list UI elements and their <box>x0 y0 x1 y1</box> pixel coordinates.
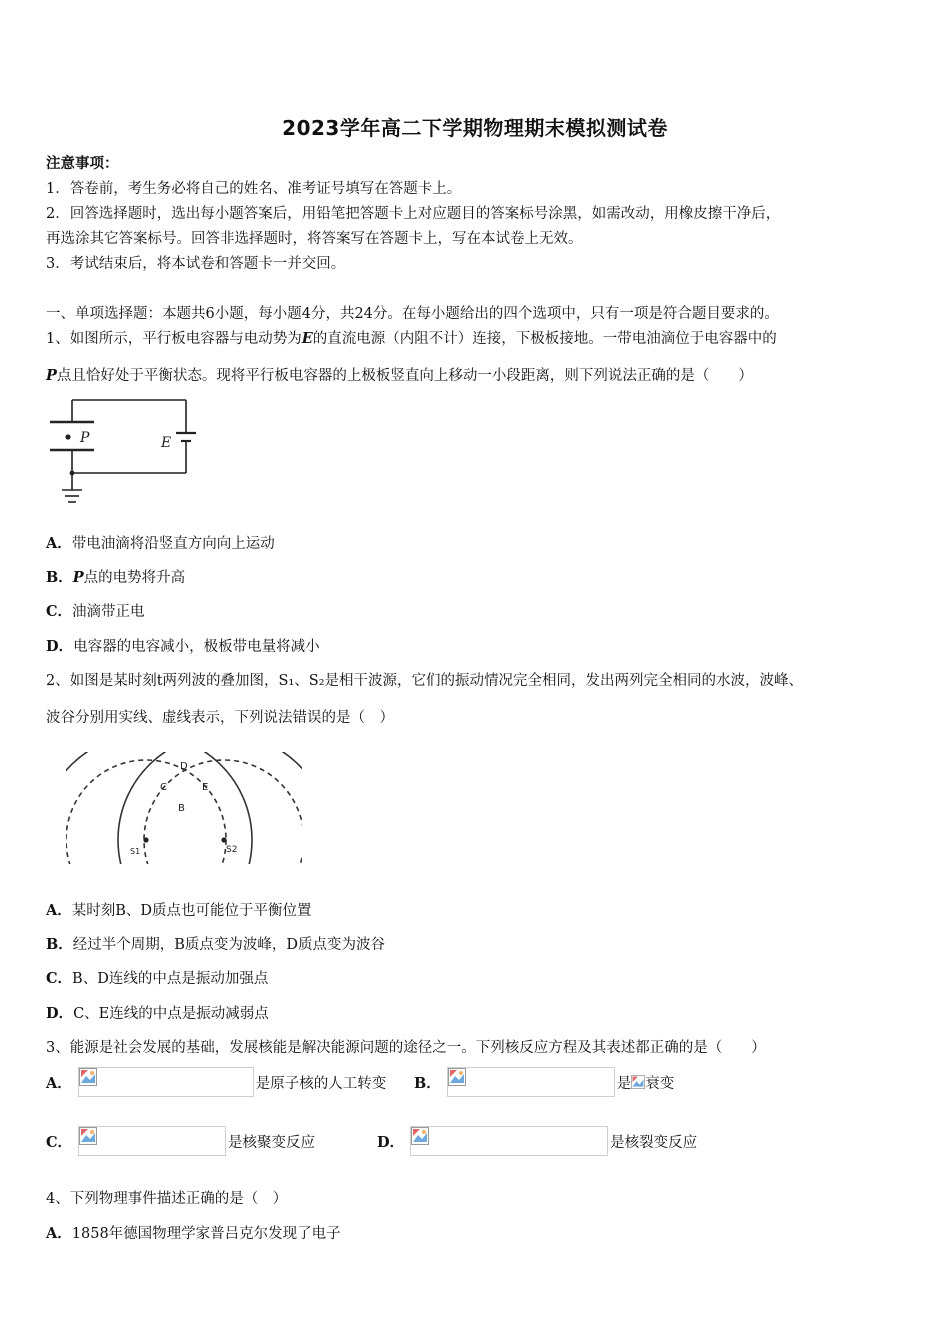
option-label: B． <box>414 1074 441 1092</box>
option-text: 某时刻B、D质点也可能位于平衡位置 <box>71 903 312 919</box>
notice-item: 3．考试结束后，将本试卷和答题卡一并交回。 <box>46 256 346 272</box>
q2-option-c <box>46 967 268 988</box>
equation-image-placeholder <box>410 1126 608 1156</box>
question-4-stem: 4、下列物理事件描述正确的是（ ） <box>46 1191 288 1207</box>
fig-label-P: P <box>80 430 90 446</box>
fig-label-C: C <box>160 782 167 793</box>
option-text: 是核裂变反应 <box>610 1134 698 1151</box>
option-label: D． <box>377 1133 405 1151</box>
fig-label-S2: S2 <box>226 845 238 855</box>
option-text: 油滴带正电 <box>72 604 145 620</box>
broken-image-icon <box>631 1075 645 1089</box>
broken-image-icon <box>79 1127 97 1145</box>
notice-item: 1．答卷前，考生务必将自己的姓名、准考证号填写在答题卡上。 <box>46 181 462 197</box>
option-label: C． <box>46 970 73 987</box>
option-text: C、E连线的中点是振动减弱点 <box>73 1006 269 1022</box>
q3-option-c <box>46 1126 315 1156</box>
q1-symbol-E: E <box>301 330 313 347</box>
option-label: A． <box>46 902 72 919</box>
source-s2-dot <box>221 837 226 842</box>
option-text-pre: 是 <box>616 1075 632 1092</box>
q1-option-b <box>46 566 185 587</box>
q1-option-d <box>46 635 320 656</box>
option-label: A． <box>46 1074 72 1092</box>
option-text: 经过半个周期，B质点变为波峰，D质点变为波谷 <box>72 937 386 953</box>
question-3-stem: 3、能源是社会发展的基础，发展核能是解决能源问题的途径之一。下列核反应方程及其表述都正确的是（ ） <box>46 1040 766 1056</box>
notice-heading: 注意事项： <box>46 155 119 172</box>
equation-image-placeholder <box>447 1067 615 1097</box>
fig-label-E: E <box>161 435 172 451</box>
option-label: C． <box>46 603 73 620</box>
equation-image-placeholder <box>78 1067 254 1097</box>
notice-item: 再选涂其它答案标号。回答非选择题时，将答案写在答题卡上，写在本试卷上无效。 <box>46 231 583 247</box>
q1-text: 的直流电源（内阻不计）连接，下极板接地。一带电油滴位于电容器中的 <box>312 331 777 347</box>
option-symbol: P <box>72 569 84 586</box>
option-text: 点的电势将升高 <box>83 570 186 586</box>
option-text: 是原子核的人工转变 <box>255 1075 387 1092</box>
q1-option-c <box>46 600 145 621</box>
q2-option-d <box>46 1002 269 1023</box>
source-s1-dot <box>143 837 148 842</box>
equation-image-placeholder <box>78 1126 226 1156</box>
page-title: 2023学年高二下学期物理期末模拟测试卷 <box>282 116 668 140</box>
option-label: D． <box>46 1005 74 1022</box>
q4-option-a <box>46 1222 341 1243</box>
option-text: 衰变 <box>645 1075 675 1092</box>
broken-image-icon <box>448 1068 466 1086</box>
option-text: 带电油滴将沿竖直方向向上运动 <box>71 536 275 552</box>
option-label: A． <box>46 535 72 552</box>
question-2-stem-line1: 2、如图是某时刻t两列波的叠加图，S₁、S₂是相干波源，它们的振动情况完全相同，发出两列完全相同的水波，波峰、 <box>46 673 804 689</box>
broken-image-icon <box>411 1127 429 1145</box>
q3-option-d <box>377 1126 697 1156</box>
question-1-stem-line1 <box>46 327 777 348</box>
option-label: A． <box>46 1225 72 1242</box>
q1-symbol-P: P <box>46 367 57 384</box>
q1-text: 1、如图所示，平行板电容器与电动势为 <box>46 331 302 347</box>
question-1-stem-line2 <box>46 364 753 385</box>
option-text: B、D连线的中点是振动加强点 <box>72 971 269 987</box>
oil-drop-dot <box>65 434 70 439</box>
q1-text: 点且恰好处于平衡状态。现将平行板电容器的上极板竖直向上移动一小段距离，则下列说法正确的是（ ） <box>56 368 753 384</box>
section-heading: 一、单项选择题：本题共6小题，每小题4分，共24分。在每小题给出的四个选项中，只有一项是符合题目要求的。 <box>46 306 779 322</box>
q2-option-b <box>46 933 385 954</box>
fig-label-E: E <box>202 782 209 793</box>
option-text: 电容器的电容减小，极板带电量将减小 <box>73 639 320 655</box>
broken-image-icon <box>79 1068 97 1086</box>
wave-interference-figure <box>66 752 302 868</box>
option-text: 1858年德国物理学家普吕克尔发现了电子 <box>71 1226 341 1242</box>
q2-option-a <box>46 899 312 920</box>
option-text: 是核聚变反应 <box>228 1134 316 1151</box>
option-label: D． <box>46 638 74 655</box>
capacitor-circuit-figure <box>44 395 204 515</box>
fig-label-D: D <box>180 761 188 772</box>
q3-option-a <box>46 1067 386 1097</box>
notice-item: 2．回答选择题时，选出每小题答案后，用铅笔把答题卡上对应题目的答案标号涂黑，如需改动，用橡皮擦干净后， <box>46 206 781 222</box>
option-label: C． <box>46 1133 73 1151</box>
question-2-stem-line2: 波谷分别用实线、虚线表示，下列说法错误的是（ ） <box>46 710 394 726</box>
fig-label-B: B <box>178 803 185 814</box>
option-label: B． <box>46 569 73 586</box>
q3-option-b <box>414 1067 674 1097</box>
option-label: B． <box>46 936 73 953</box>
fig-label-S1: S1 <box>130 847 141 856</box>
q1-option-a <box>46 532 275 553</box>
